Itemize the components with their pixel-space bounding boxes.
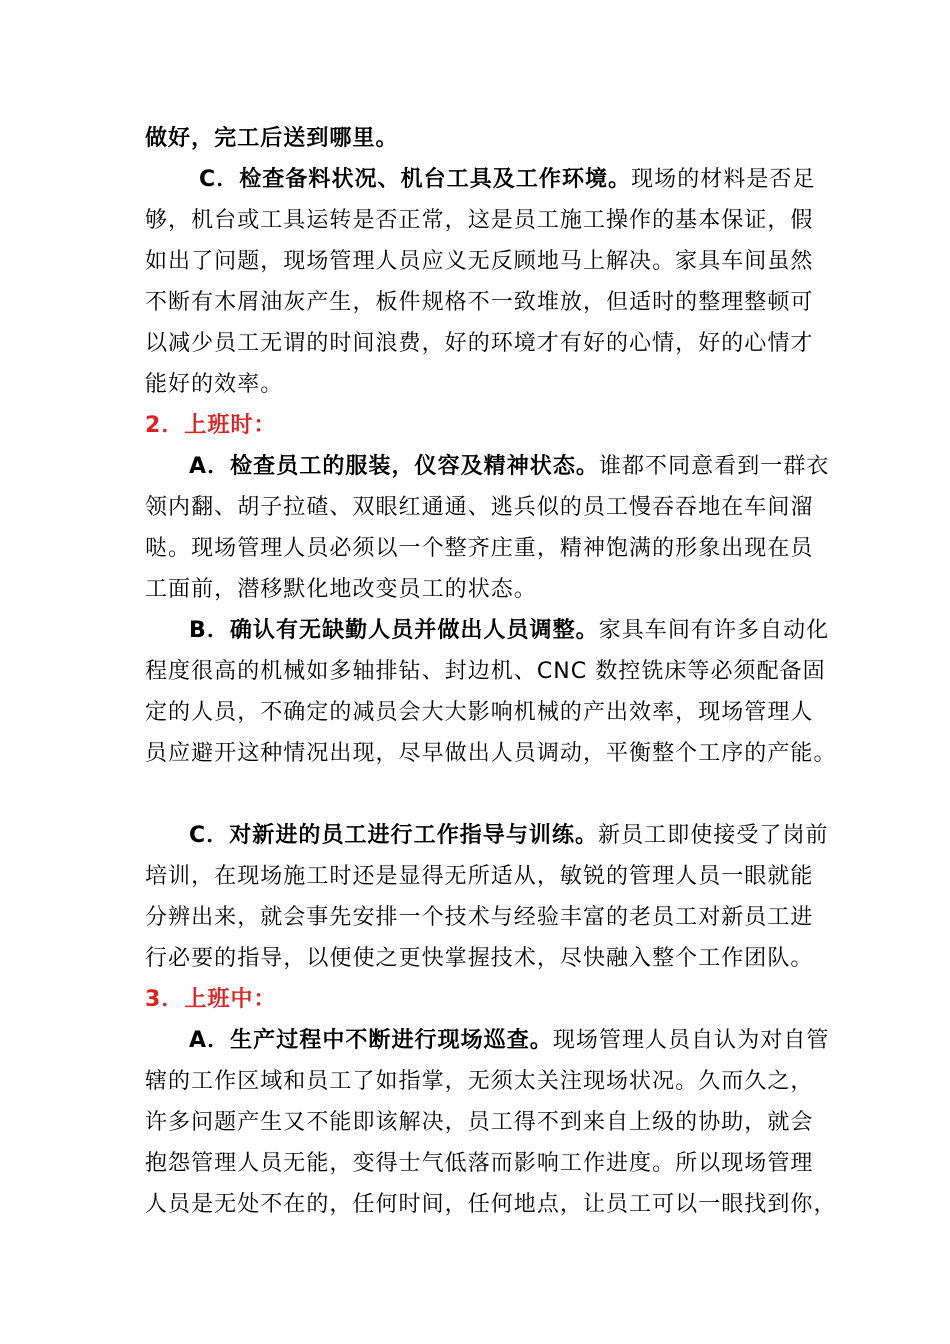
item-text: 现场管理人员自认为对自管 [552, 1028, 830, 1053]
item-c-materials [145, 159, 825, 200]
item-c-training [145, 815, 829, 856]
item-heading: C．对新进的员工进行工作指导与训练。 [189, 823, 599, 848]
item-heading: B．确认有无缺勤人员并做出人员调整。 [189, 618, 599, 643]
item-text: 新员工即使接受了岗前 [598, 823, 829, 848]
document-page [145, 118, 837, 1225]
paragraph-line: 人员是无处不在的，任何时间，任何地点，让员工可以一眼找到你， [145, 1192, 837, 1217]
item-heading: A．生产过程中不断进行现场巡查。 [189, 1028, 553, 1053]
paragraph-line: 程度很高的机械如多轴排钻、封边机、CNC 数控铣床等必须配备固 [145, 659, 826, 684]
item-b-attendance [145, 610, 830, 651]
item-a-appearance [145, 446, 830, 487]
paragraph-line: 工面前，潜移默化地改变员工的状态。 [145, 577, 537, 602]
item-heading: A．检查员工的服装，仪容及精神状态。 [189, 454, 599, 479]
paragraph-line: 做好，完工后送到哪里。 [145, 126, 399, 151]
paragraph-line: 抱怨管理人员无能，变得士气低落而影响工作进度。所以现场管理 [145, 1151, 814, 1176]
item-text: 家具车间有许多自动化 [598, 618, 830, 643]
item-heading: C．检查备料状况、机台工具及工作环境。 [199, 167, 632, 192]
paragraph-line: 以减少员工无谓的时间浪费，好的环境才有好的心情，好的心情才 [145, 331, 814, 356]
paragraph-line: 定的人员，不确定的减员会大大影响机械的产出效率，现场管理人 [145, 700, 814, 725]
paragraph-line: 领内翻、胡子拉碴、双眼红通通、逃兵似的员工慢吞吞地在车间溜 [145, 495, 814, 520]
item-text: 现场的材料是否足 [631, 167, 816, 192]
section-heading-2: 2．上班时： [145, 413, 277, 438]
paragraph-line: 分辨出来，就会事先安排一个技术与经验丰富的老员工对新员工进 [145, 905, 814, 930]
item-text: 谁都不同意看到一群衣 [598, 454, 830, 479]
paragraph-line: 能好的效率。 [145, 372, 284, 397]
paragraph-line: 培训，在现场施工时还是显得无所适从，敏锐的管理人员一眼就能 [145, 864, 814, 889]
paragraph-line: 够，机台或工具运转是否正常，这是员工施工操作的基本保证，假 [145, 208, 814, 233]
blank-line [145, 774, 825, 815]
paragraph-line: 如出了问题，现场管理人员应义无反顾地马上解决。家具车间虽然 [145, 249, 814, 274]
paragraph-line: 许多问题产生又不能即该解决，员工得不到来自上级的协助，就会 [145, 1110, 814, 1135]
section-heading-3: 3．上班中： [145, 987, 277, 1012]
paragraph-line: 哒。现场管理人员必须以一个整齐庄重，精神饱满的形象出现在员 [145, 536, 814, 561]
paragraph-line: 行必要的指导，以便使之更快掌握技术，尽快融入整个工作团队。 [145, 946, 814, 971]
paragraph-line: 不断有木屑油灰产生，板件规格不一致堆放，但适时的整理整顿可 [145, 290, 814, 315]
paragraph-line: 员应避开这种情况出现，尽早做出人员调动，平衡整个工序的产能。 [145, 741, 837, 766]
paragraph-line: 辖的工作区域和员工了如指掌，无须太关注现场状况。久而久之， [145, 1069, 814, 1094]
item-a-inspection [145, 1020, 830, 1061]
